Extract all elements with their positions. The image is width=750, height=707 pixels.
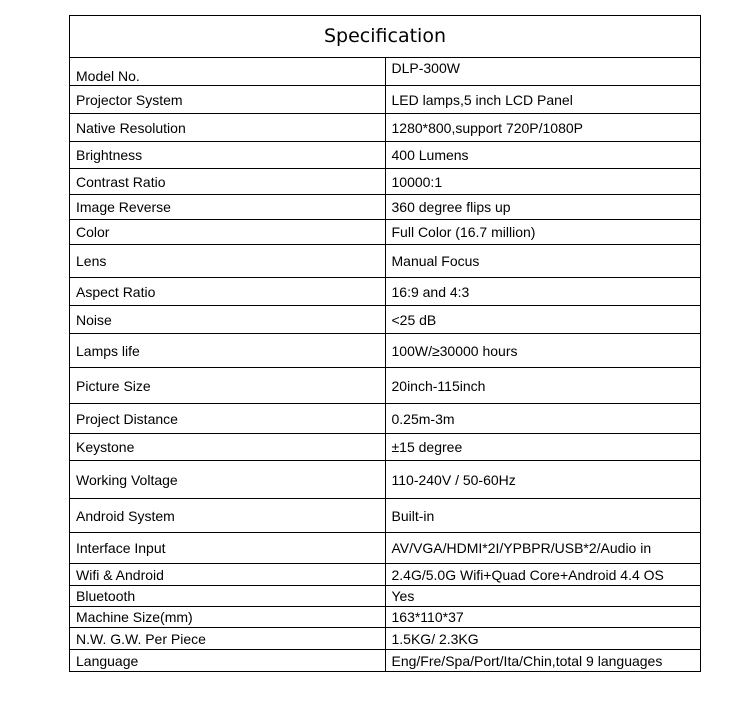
spec-value: 400 Lumens	[385, 142, 701, 169]
spec-label: Interface Input	[70, 533, 386, 564]
spec-value: 100W/≥30000 hours	[385, 334, 701, 368]
spec-value: 20inch-115inch	[385, 368, 701, 404]
spec-value: Built-in	[385, 499, 701, 533]
spec-value: 10000:1	[385, 169, 701, 195]
spec-label: Machine Size(mm)	[70, 607, 386, 628]
spec-label: Language	[70, 650, 386, 672]
table-title: Specification	[70, 16, 701, 58]
spec-value: Yes	[385, 586, 701, 607]
spec-value: Manual Focus	[385, 245, 701, 278]
table-row	[70, 586, 701, 607]
spec-label: Contrast Ratio	[70, 169, 386, 195]
spec-value: 1.5KG/ 2.3KG	[385, 628, 701, 650]
spec-label: Picture Size	[70, 368, 386, 404]
spec-value: AV/VGA/HDMI*2I/YPBPR/USB*2/Audio in	[385, 533, 701, 564]
table-row	[70, 607, 701, 628]
spec-label: Image Reverse	[70, 195, 386, 220]
spec-label: Lens	[70, 245, 386, 278]
spec-label: Brightness	[70, 142, 386, 169]
spec-value: ±15 degree	[385, 434, 701, 461]
table-row	[70, 564, 701, 586]
table-row	[70, 650, 701, 672]
table-row	[70, 58, 701, 86]
spec-value: 1280*800,support 720P/1080P	[385, 114, 701, 142]
spec-value: Eng/Fre/Spa/Port/Ita/Chin,total 9 languages	[385, 650, 701, 672]
table-row	[70, 334, 701, 368]
spec-label: N.W. G.W. Per Piece	[70, 628, 386, 650]
table-row	[70, 434, 701, 461]
spec-label: Android System	[70, 499, 386, 533]
spec-label: Model No.	[70, 58, 386, 86]
table-row	[70, 245, 701, 278]
table-row	[70, 628, 701, 650]
table-row	[70, 195, 701, 220]
spec-label: Wifi & Android	[70, 564, 386, 586]
title-row	[70, 16, 701, 58]
spec-value: 110-240V / 50-60Hz	[385, 461, 701, 499]
spec-value: 2.4G/5.0G Wifi+Quad Core+Android 4.4 OS	[385, 564, 701, 586]
specification-table	[69, 15, 701, 672]
spec-label: Project Distance	[70, 404, 386, 434]
table-row	[70, 114, 701, 142]
spec-value: <25 dB	[385, 306, 701, 334]
spec-value: 163*110*37	[385, 607, 701, 628]
spec-value: 16:9 and 4:3	[385, 278, 701, 306]
table-row	[70, 368, 701, 404]
spec-value: 360 degree flips up	[385, 195, 701, 220]
spec-value: DLP-300W	[385, 58, 701, 86]
spec-label: Keystone	[70, 434, 386, 461]
spec-label: Noise	[70, 306, 386, 334]
spec-label: Bluetooth	[70, 586, 386, 607]
table-row	[70, 533, 701, 564]
spec-value: 0.25m-3m	[385, 404, 701, 434]
spec-label: Lamps life	[70, 334, 386, 368]
table-row	[70, 461, 701, 499]
table-row	[70, 278, 701, 306]
spec-label: Aspect Ratio	[70, 278, 386, 306]
spec-value: LED lamps,5 inch LCD Panel	[385, 86, 701, 114]
spec-label: Projector System	[70, 86, 386, 114]
spec-label: Color	[70, 220, 386, 245]
spec-label: Native Resolution	[70, 114, 386, 142]
table-row	[70, 142, 701, 169]
table-row	[70, 169, 701, 195]
table-row	[70, 86, 701, 114]
table-row	[70, 220, 701, 245]
table-row	[70, 306, 701, 334]
spec-value: Full Color (16.7 million)	[385, 220, 701, 245]
table-row	[70, 499, 701, 533]
table-row	[70, 404, 701, 434]
spec-label: Working Voltage	[70, 461, 386, 499]
